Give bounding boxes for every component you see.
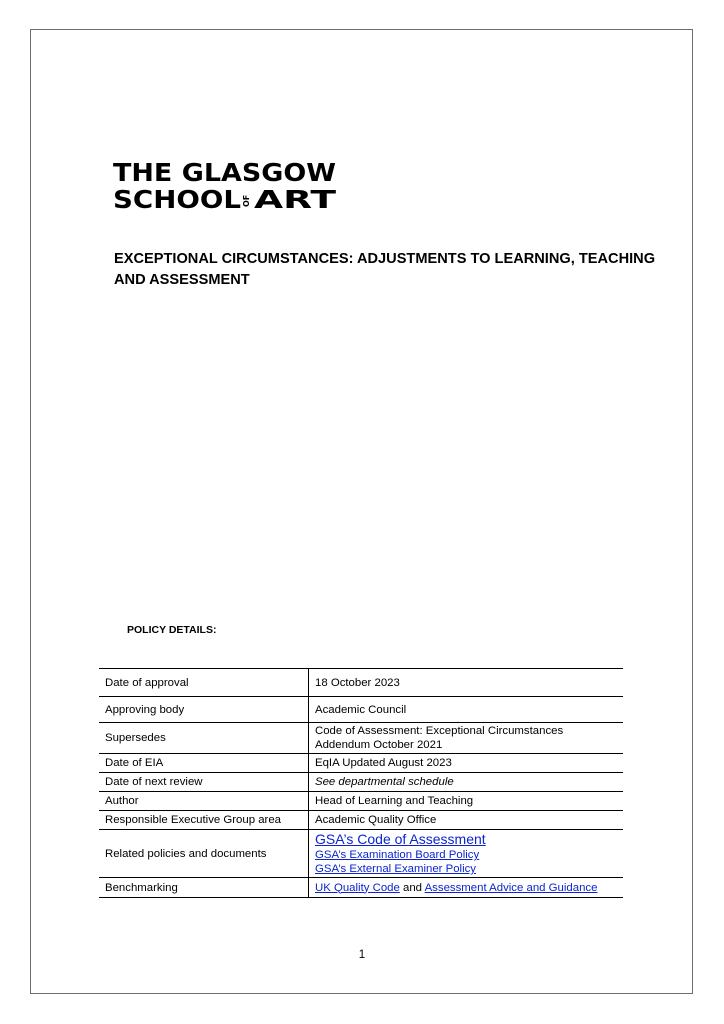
gsa-logo [113,160,338,212]
svg-text:SCHOOL: SCHOOL [113,185,242,212]
row-value: Head of Learning and Teaching [309,792,624,811]
row-label: Approving body [99,697,309,723]
value-line: Code of Assessment: Exceptional Circumstances [315,725,564,737]
row-label: Date of next review [99,773,309,792]
table-row [99,811,623,830]
examination-board-policy-link[interactable]: GSA’s Examination Board Policy [315,849,480,861]
uk-quality-code-link[interactable]: UK Quality Code [315,881,400,894]
row-label: Date of EIA [99,754,309,773]
assessment-advice-link[interactable]: Assessment Advice and Guidance [424,881,598,894]
row-value: See departmental schedule [309,773,624,792]
row-label: Related policies and documents [99,830,309,878]
row-value [309,723,624,754]
svg-text:OF: OF [242,194,251,207]
table-row [99,754,623,773]
section-label: POLICY DETAILS: [127,624,217,636]
page-number: 1 [358,949,366,961]
row-label: Date of approval [99,669,309,697]
table-row [99,669,623,697]
row-label: Supersedes [99,723,309,754]
row-value: EqIA Updated August 2023 [309,754,624,773]
row-value: Academic Council [309,697,624,723]
table-row [99,878,623,898]
external-examiner-policy-link[interactable]: GSA’s External Examiner Policy [315,863,477,875]
row-value: 18 October 2023 [309,669,624,697]
row-label: Responsible Executive Group area [99,811,309,830]
table-row [99,792,623,811]
svg-text:ART: ART [254,185,336,212]
policy-details-table [99,668,623,898]
table-row [99,723,623,754]
row-label: Benchmarking [99,878,309,898]
svg-text:THE GLASGOW: THE GLASGOW [113,160,336,187]
table-row [99,830,623,878]
link-joiner: and [403,881,423,894]
row-value [309,830,624,878]
table-row [99,773,623,792]
document-title: EXCEPTIONAL CIRCUMSTANCES: ADJUSTMENTS TO LEARNING, TEACHING AND ASSESSMENT [114,251,656,288]
row-value [309,878,624,898]
row-label: Author [99,792,309,811]
value-line: Addendum October 2021 [315,739,443,751]
row-value: Academic Quality Office [309,811,624,830]
table-row [99,697,623,723]
code-of-assessment-link[interactable]: GSA’s Code of Assessment [315,831,486,847]
